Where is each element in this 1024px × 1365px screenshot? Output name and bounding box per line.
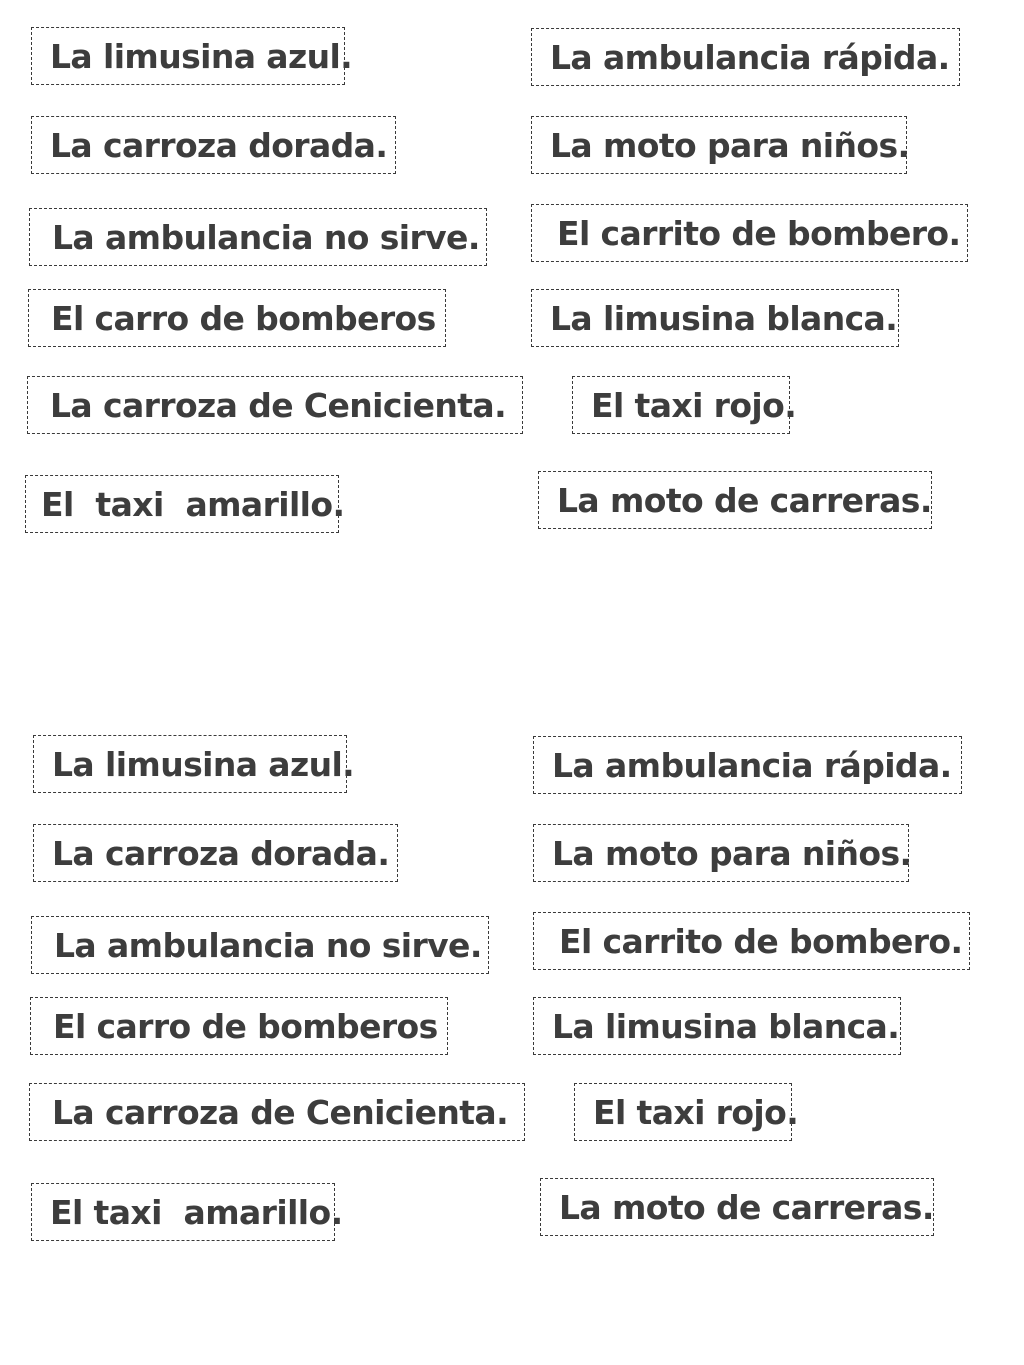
word-card[interactable]: La moto de carreras. — [540, 1178, 934, 1236]
word-card[interactable]: El taxi amarillo. — [31, 1183, 335, 1241]
word-card[interactable]: El carrito de bombero. — [533, 912, 970, 970]
word-card[interactable]: La limusina azul. — [31, 27, 345, 85]
word-card[interactable]: La ambulancia rápida. — [531, 28, 960, 86]
word-card[interactable]: La carroza dorada. — [31, 116, 396, 174]
word-card[interactable]: La ambulancia no sirve. — [29, 208, 487, 266]
word-card[interactable]: La ambulancia rápida. — [533, 736, 962, 794]
word-card[interactable]: La moto para niños. — [533, 824, 909, 882]
word-card[interactable]: La moto de carreras. — [538, 471, 932, 529]
word-card[interactable]: La carroza de Cenicienta. — [27, 376, 523, 434]
word-card[interactable]: El carro de bomberos — [30, 997, 448, 1055]
word-card[interactable]: La ambulancia no sirve. — [31, 916, 489, 974]
word-card[interactable]: El taxi rojo. — [572, 376, 790, 434]
word-card[interactable]: El taxi rojo. — [574, 1083, 792, 1141]
word-card[interactable]: La moto para niños. — [531, 116, 907, 174]
word-card[interactable]: La limusina blanca. — [531, 289, 899, 347]
word-card[interactable]: La limusina blanca. — [533, 997, 901, 1055]
word-card[interactable]: La carroza dorada. — [33, 824, 398, 882]
word-card[interactable]: El taxi amarillo. — [25, 475, 339, 533]
word-card[interactable]: El carro de bomberos — [28, 289, 446, 347]
word-card[interactable]: La carroza de Cenicienta. — [29, 1083, 525, 1141]
word-card[interactable]: El carrito de bombero. — [531, 204, 968, 262]
word-card[interactable]: La limusina azul. — [33, 735, 347, 793]
